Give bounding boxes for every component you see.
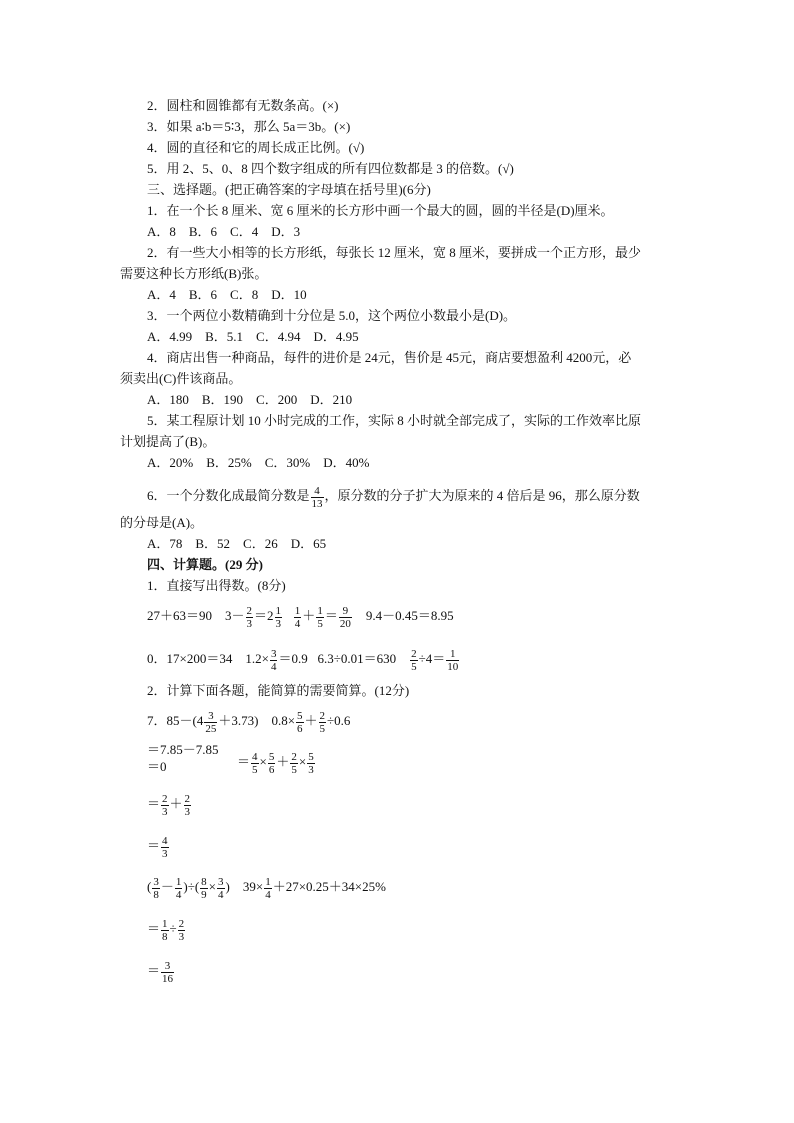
denominator: 5 (319, 722, 326, 735)
numerator: 8 (201, 875, 207, 888)
denominator: 3 (162, 847, 168, 860)
fraction (246, 605, 254, 630)
choice-q4-options: A．180 B．190 C．200 D．210 (147, 392, 353, 407)
operator: ＝ (147, 838, 161, 853)
fraction (275, 605, 283, 630)
calc-p1-a-pre: 7．85－(4 (147, 713, 204, 728)
calc-p1-b-post: ÷0.6 (327, 713, 351, 728)
calc-r2-b-pre: 1.2× (245, 651, 269, 666)
judge-item-3: 3．如果 a∶b＝5∶3，那么 5a＝3b。(×) (147, 119, 351, 134)
denominator: 25 (205, 722, 217, 735)
calc-r1-b-eq: ＝2 (254, 608, 274, 623)
operator: ( (147, 879, 152, 894)
operator: ＝ (324, 608, 338, 623)
calc-sub1: 1．直接写出得数。(8分) (147, 578, 286, 593)
operator: × (259, 754, 267, 769)
denominator: 6 (297, 722, 303, 735)
denominator: 20 (339, 617, 351, 630)
choice-q1: 1．在一个长 8 厘米、宽 6 厘米的长方形中画一个最大的圆，圆的半径是(D)厘米。 (147, 203, 614, 218)
operator: )÷( (183, 879, 200, 894)
operator: ÷ (169, 921, 177, 936)
fraction (161, 793, 169, 818)
calc-p1-step1: ＝7.85－7.85 (147, 742, 219, 757)
numerator: 5 (297, 709, 303, 722)
fraction (446, 648, 459, 673)
fraction (294, 605, 302, 630)
choice-q3-options: A．4.99 B．5.1 C．4.94 D．4.95 (147, 329, 359, 344)
numerator: 5 (308, 750, 314, 763)
operator: ＋ (302, 608, 316, 623)
numerator: 2 (246, 604, 253, 617)
choice-q1-options: A．8 B．6 C．4 D．3 (147, 224, 301, 239)
judge-item-4: 4．圆的直径和它的周长成正比例。(√) (147, 140, 365, 155)
numerator: 2 (162, 792, 168, 805)
choice-heading: 三、选择题。(把正确答案的字母填在括号里)(6分) (147, 182, 431, 197)
judge-item-2: 2．圆柱和圆锥都有无数条高。(×) (147, 98, 339, 113)
operator: × (208, 879, 216, 894)
calc-p1-b-step3 (147, 830, 170, 862)
denominator: 3 (275, 617, 282, 630)
numerator: 1 (446, 648, 459, 661)
numerator: 4 (252, 750, 258, 763)
fraction (204, 710, 217, 735)
choice-q2-options: A．4 B．6 C．8 D．10 (147, 287, 307, 302)
operator: ) (225, 879, 230, 894)
denominator: 16 (162, 972, 174, 985)
fraction (296, 710, 304, 735)
operator: ＋ (304, 713, 318, 728)
fraction (251, 751, 259, 776)
numerator: 5 (268, 750, 275, 763)
choice-q6-line2: 的分母是(A)。 (120, 515, 204, 530)
choice-q5-options: A．20% B．25% C．30% D．40% (147, 455, 370, 470)
fraction (319, 710, 327, 735)
judge-item-5: 5．用 2、5、0、8 四个数字组成的所有四位数都是 3 的倍数。(√) (147, 161, 514, 176)
choice-q4-line1: 4．商店出售一种商品，每件的进价是 24元，售价是 45元，商店要想盈利 4200元，必 (147, 350, 632, 365)
denominator: 4 (218, 888, 224, 901)
calc-r1-d: 9.4－0.45＝8.95 (365, 608, 454, 623)
operator: － (160, 879, 174, 894)
fraction (268, 751, 276, 776)
numerator: 2 (178, 917, 185, 930)
calc-p2-b-pre: 39× (242, 879, 264, 894)
calc-p1-b-pre: 0.8× (271, 713, 296, 728)
choice-q6-text-pre: 6．一个分数化成最简分数是 (147, 488, 310, 503)
numerator: 3 (161, 960, 174, 973)
fraction (217, 876, 225, 901)
fraction (161, 918, 169, 943)
choice-q4-line2: 须卖出(C)件该商品。 (120, 371, 242, 386)
fraction (270, 648, 278, 673)
denominator: 3 (308, 763, 314, 776)
denominator: 4 (265, 888, 271, 901)
denominator: 13 (311, 497, 323, 510)
numerator: 1 (275, 604, 282, 617)
denominator: 4 (175, 888, 182, 901)
calc-r1-a: 27＋63＝90 (147, 608, 213, 623)
choice-q2-line1: 2．有一些大小相等的长方形纸，每张长 12 厘米，宽 8 厘米，要拼成一个正方形，最少 (147, 245, 642, 260)
calc-row2 (147, 643, 460, 675)
fraction (161, 835, 169, 860)
calc-p2-step2 (147, 955, 175, 987)
calc-r2-b-eq: ＝0.9 (278, 651, 308, 666)
calc-p2-problems (147, 871, 386, 903)
denominator: 5 (291, 763, 297, 776)
calc-p1-problems (147, 705, 350, 737)
operator: × (298, 754, 307, 769)
fraction (178, 918, 186, 943)
numerator: 1 (294, 604, 301, 617)
numerator: 2 (319, 709, 326, 722)
numerator: 3 (218, 875, 224, 888)
calc-sub2: 2．计算下面各题，能简算的需要简算。(12分) (147, 683, 410, 698)
numerator: 2 (291, 750, 297, 763)
operator: ＝ (147, 796, 161, 811)
numerator: 2 (184, 792, 191, 805)
denominator: 6 (268, 763, 275, 776)
calc-p2-step1 (147, 913, 186, 945)
calc-r2-c: 6.3÷0.01＝630 (317, 651, 397, 666)
numerator: 2 (411, 647, 417, 660)
denominator: 5 (252, 763, 258, 776)
calc-p1-a-post: ＋3.73) (218, 713, 259, 728)
choice-q6-line1 (147, 482, 640, 510)
calc-row1 (147, 600, 454, 632)
operator: ＝ (147, 963, 161, 978)
calc-p1-b-step2 (147, 788, 192, 820)
denominator: 5 (317, 617, 323, 630)
operator: ＝ (237, 754, 251, 769)
operator: ÷4＝ (418, 651, 446, 666)
denominator: 4 (270, 660, 277, 673)
numerator: 9 (339, 605, 352, 618)
numerator: 4 (162, 834, 168, 847)
operator: ＝ (147, 921, 161, 936)
numerator: 4 (311, 485, 324, 498)
numerator: 1 (265, 875, 271, 888)
fraction (339, 605, 352, 630)
denominator: 5 (411, 660, 417, 673)
calc-heading: 四、计算题。(29 分) (147, 557, 263, 572)
fraction (290, 751, 298, 776)
fraction (200, 876, 208, 901)
denominator: 3 (184, 805, 191, 818)
choice-q6-text-post: ，原分数的分子扩大为原来的 4 倍后是 96，那么原分数 (324, 488, 640, 503)
fraction (410, 648, 418, 673)
denominator: 3 (246, 617, 253, 630)
calc-r2-a: 0．17×200＝34 (147, 651, 233, 666)
fraction (311, 485, 324, 510)
denominator: 3 (178, 930, 185, 943)
numerator: 3 (204, 710, 217, 723)
fraction (316, 605, 324, 630)
numerator: 1 (317, 604, 323, 617)
choice-q3: 3．一个两位小数精确到十分位是 5.0，这个两位小数最小是(D)。 (147, 308, 517, 323)
denominator: 3 (162, 805, 168, 818)
denominator: 10 (447, 660, 459, 673)
operator: ＋ (169, 796, 183, 811)
numerator: 3 (270, 647, 277, 660)
fraction (161, 960, 174, 985)
denominator: 9 (201, 888, 207, 901)
operator: ＋ (276, 754, 290, 769)
choice-q2-line2: 需要这种长方形纸(B)张。 (120, 266, 268, 281)
fraction (264, 876, 272, 901)
denominator: 8 (162, 930, 168, 943)
denominator: 8 (153, 888, 159, 901)
fraction (184, 793, 192, 818)
numerator: 1 (175, 875, 182, 888)
denominator: 4 (294, 617, 301, 630)
calc-p2-b-post: ＋27×0.25＋34×25% (272, 879, 386, 894)
choice-q5-line1: 5．某工程原计划 10 小时完成的工作，实际 8 小时就全部完成了，实际的工作效率比原 (147, 413, 642, 428)
fraction (175, 876, 183, 901)
calc-r1-b-pre: 3－ (225, 608, 245, 623)
numerator: 3 (153, 875, 159, 888)
calc-p1-b-step1 (237, 746, 316, 778)
numerator: 1 (162, 917, 168, 930)
fraction (152, 876, 160, 901)
choice-q5-line2: 计划提高了(B)。 (120, 434, 216, 449)
fraction (307, 751, 315, 776)
calc-p1-step2: ＝0 (147, 759, 167, 774)
choice-q6-options: A．78 B．52 C．26 D．65 (147, 536, 327, 551)
